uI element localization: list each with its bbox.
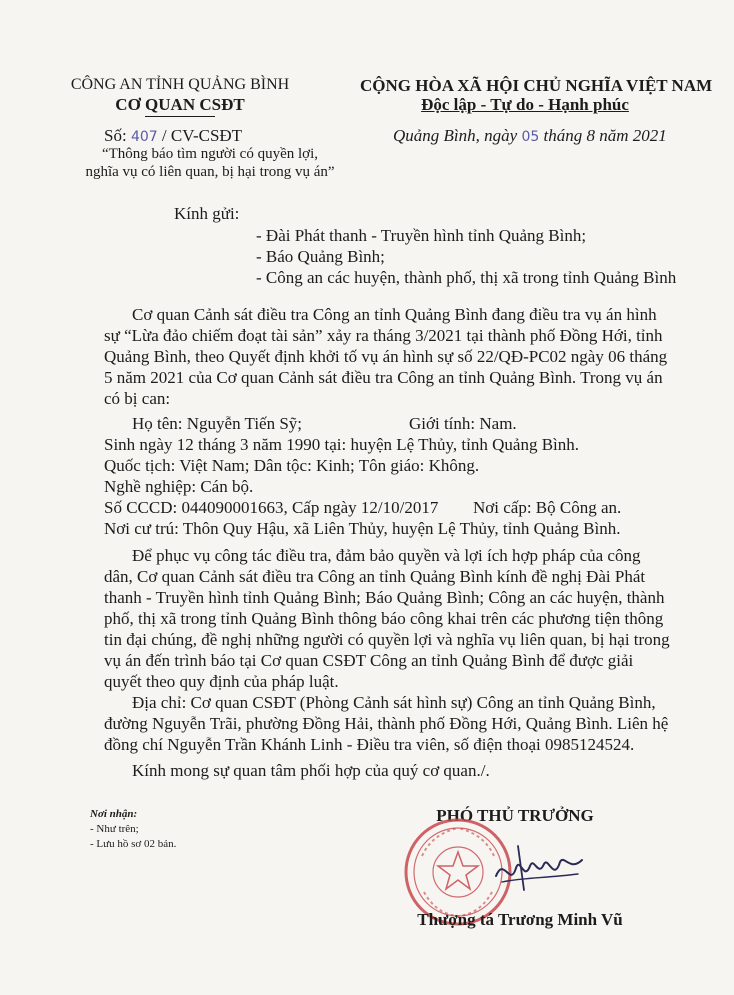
paragraph-1-line: có bị can: xyxy=(104,389,171,408)
signer-name: Thượng tá Trương Minh Vũ xyxy=(417,910,623,929)
suspect-job: Nghề nghiệp: Cán bộ. xyxy=(104,477,254,496)
number-handwritten: 407 xyxy=(130,129,158,145)
suspect-residence: Nơi cư trú: Thôn Quy Hậu, xã Liên Thủy, huyện Lệ Thủy, tỉnh Quảng Bình. xyxy=(104,519,621,538)
signature-icon xyxy=(490,838,590,898)
document-date xyxy=(393,126,667,146)
recipient-item: - Đài Phát thanh - Truyền hình tỉnh Quảng Bình; xyxy=(256,226,587,245)
subject-line-2: nghĩa vụ có liên quan, bị hại trong vụ án” xyxy=(85,164,335,180)
paragraph-2-line: thanh - Truyền hình tỉnh Quảng Bình; Báo Quảng Bình; Công an các huyện, thành xyxy=(104,588,665,607)
paragraph-3-line: đồng chí Nguyễn Trần Khánh Linh - Điều tra viên, số điện thoại 0985124524. xyxy=(104,735,635,754)
paragraph-2-line: dân, Cơ quan Cảnh sát điều tra Công an tỉnh Quảng Bình kính đề nghị Đài Phát xyxy=(104,567,646,586)
paragraph-1-line: Quảng Bình, theo Quyết định khởi tố vụ án hình sự số 22/QĐ-PC02 ngày 06 tháng xyxy=(104,347,668,366)
paragraph-3-line: đường Nguyễn Trãi, phường Đồng Hải, thành phố Đồng Hới, Quảng Bình. Liên hệ xyxy=(104,714,669,733)
document-number xyxy=(104,126,242,146)
motto: Độc lập - Tự do - Hạnh phúc xyxy=(421,95,629,114)
paragraph-2-line: quyết theo quy định của pháp luật. xyxy=(104,672,339,691)
suspect-id-issuer: Nơi cấp: Bộ Công an. xyxy=(473,498,622,517)
header-left-rule xyxy=(145,116,215,117)
signer-title: PHÓ THỦ TRƯỞNG xyxy=(436,806,594,825)
suspect-id: Số CCCD: 044090001663, Cấp ngày 12/10/2017 xyxy=(104,498,439,517)
recipient-item: - Công an các huyện, thành phố, thị xã trong tỉnh Quảng Bình xyxy=(256,268,677,287)
recipient-item: - Báo Quảng Bình; xyxy=(256,247,385,266)
date-prefix: Quảng Bình, ngày xyxy=(393,126,518,145)
paragraph-1-line: 5 năm 2021 của Cơ quan Cảnh sát điều tra Công an tỉnh Quảng Bình. Trong vụ án xyxy=(104,368,663,387)
number-prefix: Số: xyxy=(104,126,127,145)
paragraph-2-line: tin đại chúng, đề nghị những người có quyền lợi và nghĩa vụ liên quan, bị hại trong xyxy=(104,630,670,649)
paragraph-2-line: vụ án đến trình báo tại Cơ quan CSĐT Công an tỉnh Quảng Bình để được giải xyxy=(104,651,634,670)
suspect-nationality: Quốc tịch: Việt Nam; Dân tộc: Kinh; Tôn giáo: Không. xyxy=(104,456,480,475)
suspect-gender: Giới tính: Nam. xyxy=(409,414,517,433)
footer-recipients-label: Nơi nhận: xyxy=(90,808,138,820)
footer-recipient-item: - Như trên; xyxy=(90,823,139,835)
number-suffix: / CV-CSĐT xyxy=(161,126,243,145)
paragraph-3-line: Địa chỉ: Cơ quan CSĐT (Phòng Cảnh sát hình sự) Công an tỉnh Quảng Bình, xyxy=(132,693,656,712)
office-name: CƠ QUAN CSĐT xyxy=(115,95,245,114)
suspect-birth: Sinh ngày 12 tháng 3 năm 1990 tại: huyện Lệ Thủy, tỉnh Quảng Bình. xyxy=(104,435,580,454)
suspect-name: Họ tên: Nguyễn Tiến Sỹ; xyxy=(132,414,303,433)
date-day-handwritten: 05 xyxy=(521,129,540,145)
agency-name: CÔNG AN TỈNH QUẢNG BÌNH xyxy=(70,76,290,93)
paragraph-2-line: phố, thị xã trong tỉnh Quảng Bình thông báo công khai trên các phương tiện thông xyxy=(104,609,664,628)
closing-line: Kính mong sự quan tâm phối hợp của quý cơ quan./. xyxy=(132,761,490,780)
recipients-label: Kính gửi: xyxy=(174,204,240,223)
paragraph-1-line: Cơ quan Cảnh sát điều tra Công an tỉnh Quảng Bình đang điều tra vụ án hình xyxy=(132,305,657,324)
subject-line-1: “Thông báo tìm người có quyền lợi, xyxy=(101,146,319,162)
paragraph-1-line: sự “Lừa đảo chiếm đoạt tài sản” xảy ra tháng 3/2021 tại thành phố Đồng Hới, tỉnh xyxy=(104,326,663,345)
date-suffix: tháng 8 năm 2021 xyxy=(543,126,667,145)
footer-recipient-item: - Lưu hồ sơ 02 bản. xyxy=(90,838,177,850)
paragraph-2-line: Để phục vụ công tác điều tra, đảm bảo quyền và lợi ích hợp pháp của công xyxy=(132,546,641,565)
country-name: CỘNG HÒA XÃ HỘI CHỦ NGHĨA VIỆT NAM xyxy=(360,76,713,95)
